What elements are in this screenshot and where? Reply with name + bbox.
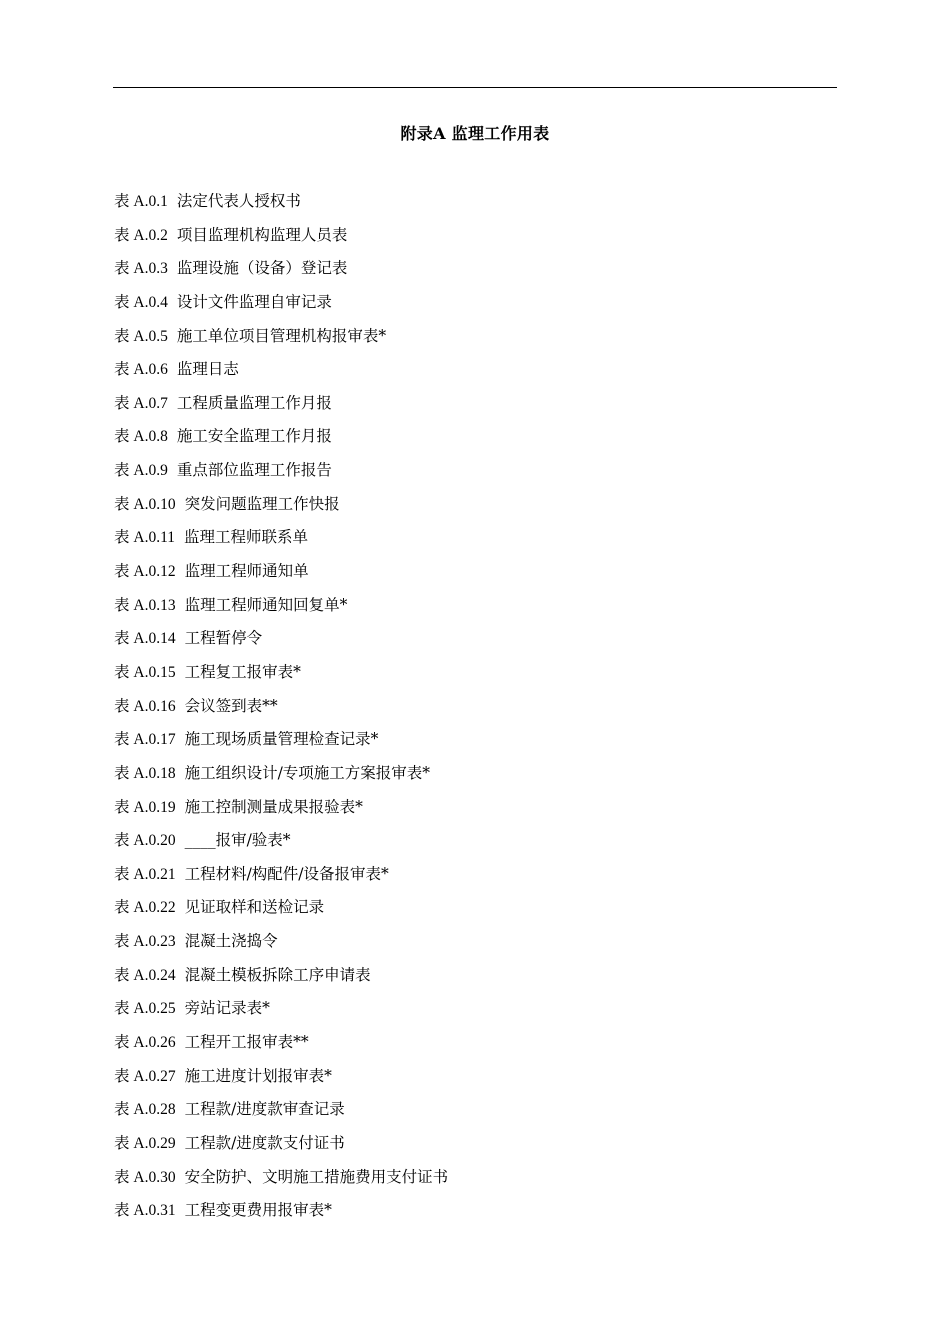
table-title: 工程材料/构配件/设备报审表*: [184, 864, 389, 883]
table-number: 表 A.0.6: [114, 361, 168, 379]
list-item: [114, 189, 448, 223]
header-rule: [113, 87, 837, 88]
page-title: 附录A 监理工作用表: [400, 124, 550, 143]
table-title: 施工现场质量管理检查记录*: [184, 730, 379, 749]
table-title: 工程质量监理工作月报: [176, 393, 332, 412]
table-title: 工程款/进度款支付证书: [184, 1133, 345, 1152]
list-item: [114, 559, 448, 593]
table-number: 表 A.0.24: [114, 966, 176, 984]
list-item: [114, 223, 448, 257]
list-item: [114, 593, 448, 627]
table-number: 表 A.0.30: [114, 1168, 176, 1186]
table-title: 监理工程师通知单: [184, 562, 309, 581]
table-number: 表 A.0.23: [114, 933, 176, 951]
list-item: [114, 1064, 448, 1098]
table-title: 监理工程师通知回复单*: [184, 595, 348, 614]
table-number: 表 A.0.28: [114, 1101, 176, 1119]
list-item: [114, 761, 448, 795]
list-item: [114, 1165, 448, 1199]
table-number: 表 A.0.5: [114, 327, 168, 345]
table-number: 表 A.0.16: [114, 697, 176, 715]
table-title: 工程复工报审表*: [184, 662, 301, 681]
list-item: [114, 525, 448, 559]
table-number: 表 A.0.12: [114, 563, 176, 581]
table-title: 施工组织设计/专项施工方案报审表*: [184, 763, 431, 782]
table-number: 表 A.0.9: [114, 462, 168, 480]
table-title: 法定代表人授权书: [176, 192, 301, 210]
table-number: 表 A.0.22: [114, 899, 176, 917]
list-item: [114, 256, 448, 290]
list-item: [114, 963, 448, 997]
table-number: 表 A.0.25: [114, 1000, 176, 1018]
list-item: [114, 795, 448, 829]
table-number: 表 A.0.18: [114, 764, 176, 782]
table-number: 表 A.0.13: [114, 596, 176, 614]
table-number: 表 A.0.1: [114, 193, 168, 210]
list-item: [114, 324, 448, 358]
list-item: [114, 290, 448, 324]
list-item: [114, 895, 448, 929]
table-title: 重点部位监理工作报告: [176, 461, 332, 480]
list-item: [114, 929, 448, 963]
table-list: [114, 189, 448, 1232]
table-number: 表 A.0.19: [114, 798, 176, 816]
list-item: [114, 492, 448, 526]
list-item: [114, 862, 448, 896]
list-item: [114, 357, 448, 391]
table-title: 旁站记录表*: [184, 999, 270, 1018]
table-title: 工程开工报审表**: [184, 1033, 309, 1052]
table-title: 会议签到表**: [184, 696, 278, 715]
table-number: 表 A.0.26: [114, 1034, 176, 1052]
table-number: 表 A.0.20: [114, 832, 176, 850]
table-title: 监理工程师联系单: [184, 528, 309, 547]
table-title: 安全防护、文明施工措施费用支付证书: [184, 1167, 449, 1186]
table-title: 施工单位项目管理机构报审表*: [176, 326, 387, 345]
list-item: [114, 828, 448, 862]
table-number: 表 A.0.15: [114, 663, 176, 681]
table-title: 工程暂停令: [184, 629, 263, 648]
table-title: 施工控制测量成果报验表*: [184, 797, 363, 816]
list-item: [114, 1030, 448, 1064]
table-title: 突发问题监理工作快报: [184, 494, 340, 513]
table-title: ____报审/验表*: [184, 831, 291, 850]
table-number: 表 A.0.8: [114, 428, 168, 446]
table-title: 施工安全监理工作月报: [176, 427, 332, 446]
table-number: 表 A.0.10: [114, 495, 176, 513]
list-item: [114, 424, 448, 458]
list-item: [114, 458, 448, 492]
list-item: [114, 1198, 448, 1232]
list-item: [114, 391, 448, 425]
table-title: 施工进度计划报审表*: [184, 1066, 332, 1085]
table-number: 表 A.0.4: [114, 293, 168, 311]
list-item: [114, 727, 448, 761]
table-title: 工程款/进度款审查记录: [184, 1100, 345, 1119]
table-number: 表 A.0.2: [114, 226, 168, 244]
table-title: 项目监理机构监理人员表: [176, 225, 348, 244]
list-item: [114, 1131, 448, 1165]
table-title: 混凝土浇捣令: [184, 932, 278, 951]
list-item: [114, 660, 448, 694]
table-title: 混凝土模板拆除工序申请表: [184, 965, 371, 984]
list-item: [114, 626, 448, 660]
table-number: 表 A.0.17: [114, 731, 176, 749]
table-number: 表 A.0.29: [114, 1134, 176, 1152]
table-title: 监理设施（设备）登记表: [176, 259, 348, 278]
table-number: 表 A.0.3: [114, 260, 168, 278]
list-item: [114, 996, 448, 1030]
table-title: 监理日志: [176, 360, 239, 379]
list-item: [114, 1097, 448, 1131]
table-number: 表 A.0.21: [114, 865, 176, 883]
table-title: 设计文件监理自审记录: [176, 292, 332, 311]
table-title: 工程变更费用报审表*: [184, 1201, 332, 1220]
table-number: 表 A.0.27: [114, 1067, 176, 1085]
table-number: 表 A.0.14: [114, 630, 176, 648]
list-item: [114, 694, 448, 728]
table-number: 表 A.0.7: [114, 394, 168, 412]
table-title: 见证取样和送检记录: [184, 898, 325, 917]
table-number: 表 A.0.11: [114, 529, 175, 547]
table-number: 表 A.0.31: [114, 1202, 176, 1220]
